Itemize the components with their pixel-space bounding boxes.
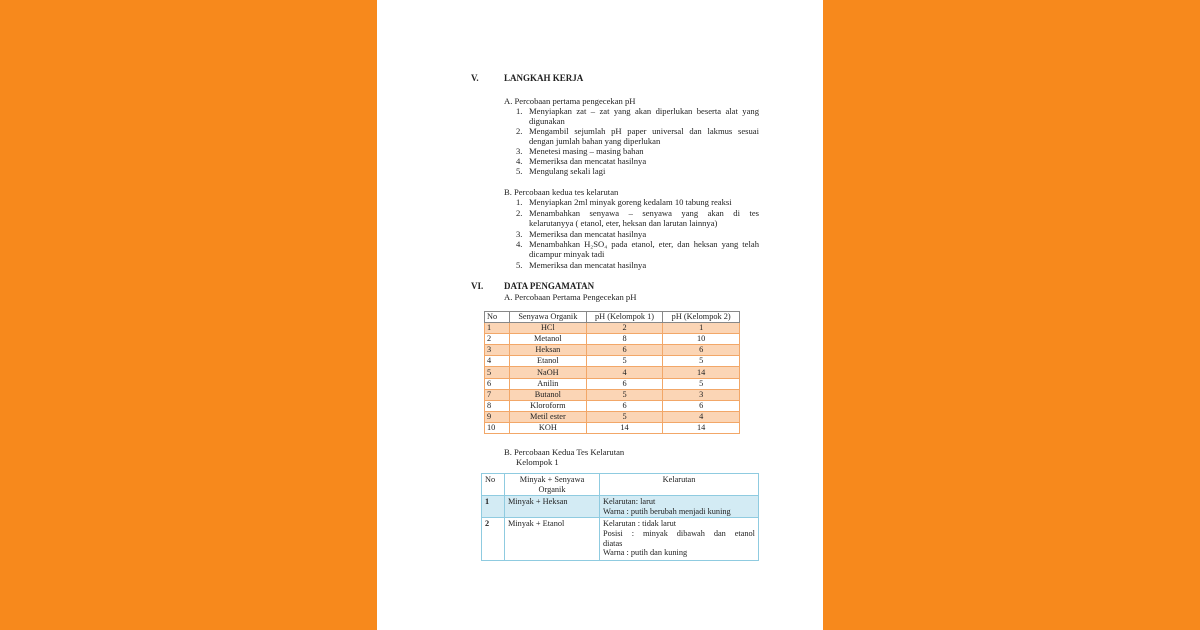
cell-line: Kelarutan: larut: [603, 497, 656, 507]
table-cell: 14: [663, 367, 740, 378]
section6-number: VI.: [471, 281, 484, 291]
cell-line: diatas: [603, 538, 623, 548]
ph-table: [484, 311, 740, 434]
table-row: [482, 518, 759, 561]
table-cell: 14: [663, 422, 740, 433]
step-text: Menyiapkan zat – zat yang akan diperlukan beserta alat yang: [529, 106, 759, 116]
table-cell: Kloroform: [510, 400, 587, 411]
table-cell: Anilin: [510, 378, 587, 389]
table-cell: [600, 496, 759, 518]
step-text-cont: dengan jumlah bahan yang diperlukan: [529, 136, 661, 146]
table-cell: Minyak + Etanol: [505, 518, 600, 561]
cell-line: Posisi : minyak dibawah dan etanol: [603, 528, 755, 538]
step-text: Memeriksa dan mencatat hasilnya: [529, 156, 647, 166]
step-text-cont: dicampur minyak tadi: [529, 249, 605, 259]
table-cell: 6: [586, 345, 663, 356]
step-number: 2.: [516, 126, 523, 136]
table-row: [485, 367, 740, 378]
table-row: [485, 323, 740, 334]
step-number: 5.: [516, 260, 523, 270]
table-cell: 3: [663, 389, 740, 400]
step-number: 3.: [516, 146, 523, 156]
table-cell: 6: [586, 378, 663, 389]
step-text: Menetesi masing – masing bahan: [529, 146, 644, 156]
table-header-cell: Minyak + Senyawa Organik: [505, 474, 600, 496]
document-page: [377, 0, 823, 630]
table-cell: 6: [485, 378, 510, 389]
solubility-table: [481, 473, 759, 561]
table-cell: 2: [586, 323, 663, 334]
table-header-row: [485, 312, 740, 323]
table-cell: 3: [485, 345, 510, 356]
table-cell: HCl: [510, 323, 587, 334]
table-header-cell: Kelarutan: [600, 474, 759, 496]
table-row: [485, 334, 740, 345]
step-text: Menyiapkan 2ml minyak goreng kedalam 10 tabung reaksi: [529, 197, 732, 207]
step-text: Mengulang sekali lagi: [529, 166, 606, 176]
table-row: [485, 378, 740, 389]
table-cell: NaOH: [510, 367, 587, 378]
table-cell: 8: [485, 400, 510, 411]
table-header-cell: Senyawa Organik: [510, 312, 587, 323]
table-cell: 6: [663, 400, 740, 411]
table-cell: 5: [586, 389, 663, 400]
step-number: 1.: [516, 197, 523, 207]
table-cell: 4: [485, 356, 510, 367]
table-cell: Heksan: [510, 345, 587, 356]
table-cell: 6: [586, 400, 663, 411]
table-cell: 5: [586, 356, 663, 367]
table-row: [485, 422, 740, 433]
table-cell: 10: [485, 422, 510, 433]
section6-b-heading: B. Percobaan Kedua Tes Kelarutan: [504, 447, 625, 457]
table-cell: 2: [482, 518, 505, 561]
step-number: 4.: [516, 239, 523, 249]
table-cell: Butanol: [510, 389, 587, 400]
table-row: [482, 496, 759, 518]
section6-title: DATA PENGAMATAN: [504, 281, 595, 291]
section6-a-heading: A. Percobaan Pertama Pengecekan pH: [504, 292, 637, 302]
table-cell: 9: [485, 411, 510, 422]
table-cell: Metil ester: [510, 411, 587, 422]
section5-a-heading: A. Percobaan pertama pengecekan pH: [504, 96, 636, 106]
section5-number: V.: [471, 73, 479, 83]
table-cell: 5: [663, 356, 740, 367]
section5-title: LANGKAH KERJA: [504, 73, 584, 83]
step-text: Menambahkan H₂SO₄ pada etanol, eter, dan heksan yang telah: [529, 239, 759, 249]
table-cell: 1: [482, 496, 505, 518]
table-row: [485, 345, 740, 356]
table-cell: 2: [485, 334, 510, 345]
step-text: Mengambil sejumlah pH paper universal dan lakmus sesuai: [529, 126, 759, 136]
section6-b-subheading: Kelompok 1: [516, 457, 559, 467]
table-header-cell: pH (Kelompok 2): [663, 312, 740, 323]
table-header-row: [482, 474, 759, 496]
step-text: Menambahkan senyawa – senyawa yang akan di tes: [529, 208, 759, 218]
table-cell: 10: [663, 334, 740, 345]
step-number: 5.: [516, 166, 523, 176]
cell-line: Warna : putih dan kuning: [603, 548, 688, 558]
step-text-cont: digunakan: [529, 116, 565, 126]
table-cell: Metanol: [510, 334, 587, 345]
table-cell: 7: [485, 389, 510, 400]
table-row: [485, 400, 740, 411]
table-header-cell: No: [482, 474, 505, 496]
table-cell: 1: [663, 323, 740, 334]
step-number: 4.: [516, 156, 523, 166]
table-row: [485, 356, 740, 367]
cell-line: Kelarutan : tidak larut: [603, 519, 677, 529]
step-text-cont: kelarutanyya ( etanol, eter, heksan dan larutan lainnya): [529, 218, 718, 228]
step-number: 2.: [516, 208, 523, 218]
section5-b-heading: B. Percobaan kedua tes kelarutan: [504, 187, 619, 197]
cell-line: Warna : putih berubah menjadi kuning: [603, 506, 731, 516]
table-cell: 4: [663, 411, 740, 422]
table-row: [485, 389, 740, 400]
table-cell: 6: [663, 345, 740, 356]
table-cell: 5: [586, 411, 663, 422]
table-cell: [600, 518, 759, 561]
table-header-cell: pH (Kelompok 1): [586, 312, 663, 323]
table-cell: 1: [485, 323, 510, 334]
table-cell: Etanol: [510, 356, 587, 367]
step-number: 1.: [516, 106, 523, 116]
table-cell: 5: [663, 378, 740, 389]
step-text: Memeriksa dan mencatat hasilnya: [529, 229, 647, 239]
step-text: Memeriksa dan mencatat hasilnya: [529, 260, 647, 270]
table-row: [485, 411, 740, 422]
table-cell: 14: [586, 422, 663, 433]
table-cell: 5: [485, 367, 510, 378]
step-number: 3.: [516, 229, 523, 239]
table-cell: KOH: [510, 422, 587, 433]
table-header-cell: No: [485, 312, 510, 323]
table-cell: Minyak + Heksan: [505, 496, 600, 518]
table-cell: 8: [586, 334, 663, 345]
table-cell: 4: [586, 367, 663, 378]
